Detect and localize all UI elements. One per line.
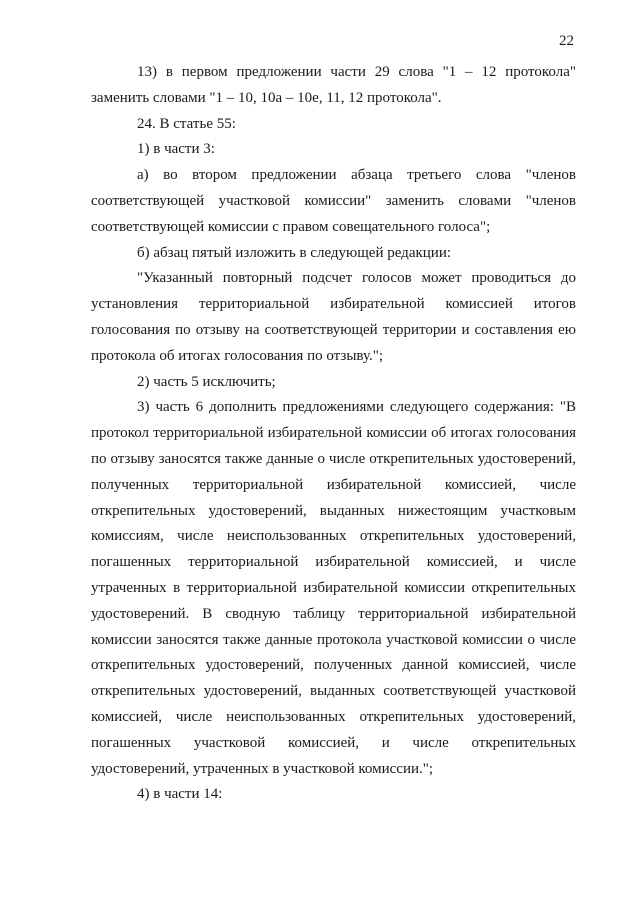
paragraph-subitem-1: 1) в части 3:: [137, 141, 215, 158]
paragraph-subitem-b: б) абзац пятый изложить в следующей редакции:: [137, 244, 452, 261]
paragraph-subitem-3: 3) часть 6 дополнить предложениями следующего содержания: "В протокол территориальной избирательной комиссии об итогах голосования по отзыву заносятся также данные о числе открепительных удостоверений, полученных территориальной избирательной комиссией, числе открепительных удостоверений, выданных нижестоящим участковым комиссиям, числе неиспользованных открепительных удостоверений, погашенных территориальной избирательной комиссией, и числе утраченных в территориальной избирательной комиссии открепительных удостоверений. В сводную таблицу территориальной избирательной комиссии заносятся также данные протокола участковой комиссии о числе открепительных удостоверений, полученных данной комиссией, числе открепительных удостоверений, выданных соответствующей участковой комиссией, числе неиспользованных открепительных удостоверений, погашенных участковой комиссией, и числе открепительных удостоверений, утраченных в участковой комиссии.";: [91, 399, 576, 777]
document-body: [91, 60, 576, 808]
paragraph-quoted-text: "Указанный повторный подсчет голосов может проводиться до установления территориальной избирательной комиссией итогов голосования по отзыву на соответствующей территории и составления ею протокола об итогах голосования по отзыву.";: [91, 270, 576, 364]
page-number: 22: [559, 33, 574, 49]
paragraph-article-24-heading: 24. В статье 55:: [137, 115, 236, 132]
paragraph-item-13: 13) в первом предложении части 29 слова "1 – 12 протокола" заменить словами "1 – 10, 10а – 10е, 11, 12 протокола".: [91, 64, 576, 106]
paragraph-subitem-4: 4) в части 14:: [137, 786, 223, 803]
paragraph-subitem-2: 2) часть 5 исключить;: [137, 373, 276, 390]
paragraph-subitem-a: а) во втором предложении абзаца третьего слова "членов соответствующей участковой комиссии" заменить словами "членов соответствующей комиссии с правом совещательного голоса";: [91, 167, 576, 235]
